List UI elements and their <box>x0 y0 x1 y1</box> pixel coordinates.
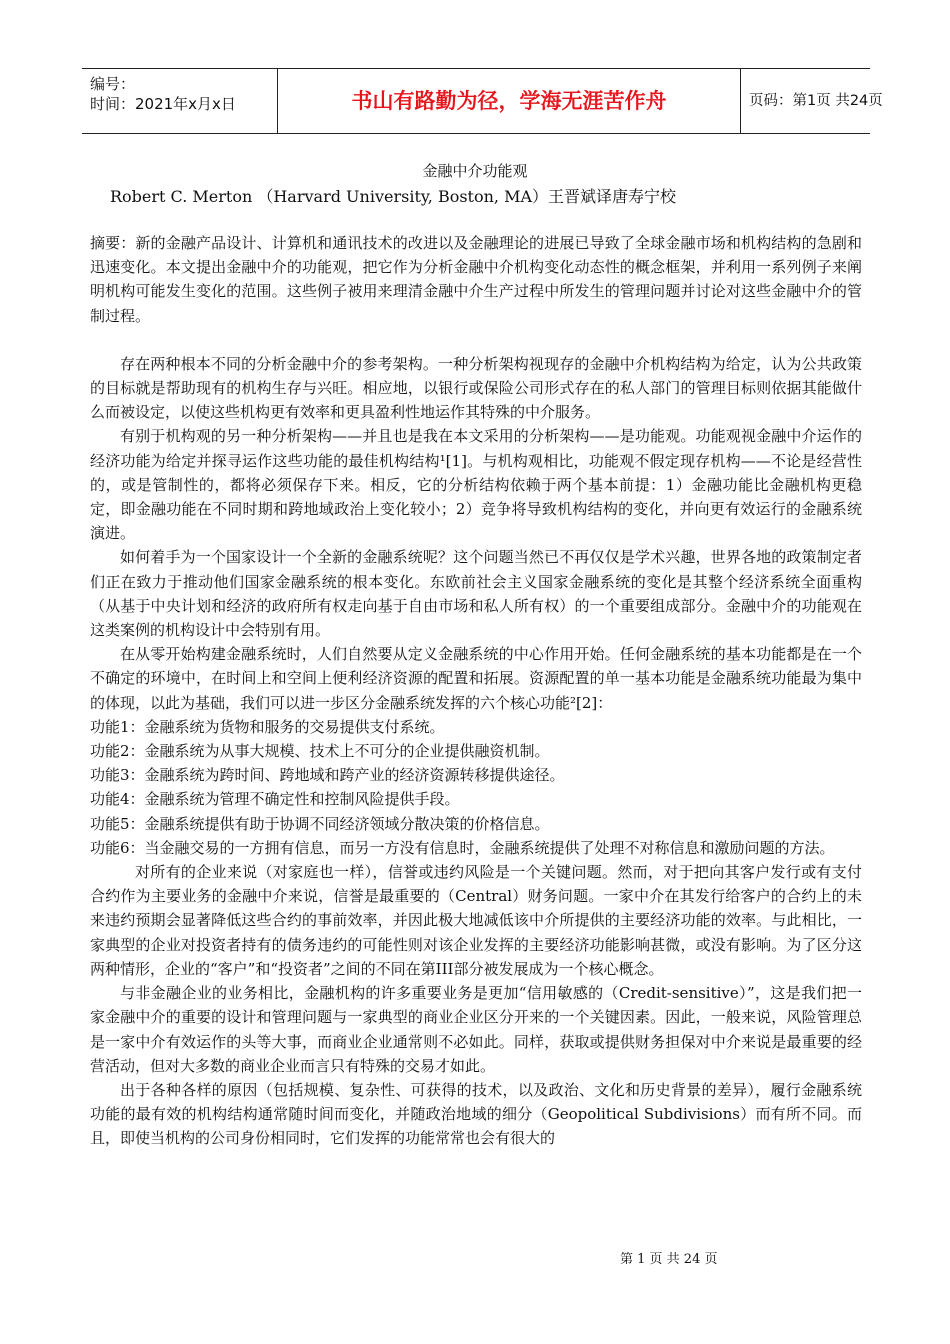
body-paragraph: 如何着手为一个国家设计一个全新的金融系统呢？这个问题当然已不再仅仅是学术兴趣，世界各地的政策制定者们正在致力于推动他们国家金融系统的根本变化。东欧前社会主义国家金融系统的变化是其整个经济系统全面重构（从基于中央计划和经济的政府所有权走向基于自由市场和私人所有权）的一个重要组成部分。金融中介的功能观在这类案例的机构设计中会特别有用。 <box>90 548 862 640</box>
function-item: 功能3：金融系统为跨时间、跨地域和跨产业的经济资源转移提供途径。 <box>90 766 565 785</box>
function-item: 功能4：金融系统为管理不确定性和控制风险提供手段。 <box>90 790 460 809</box>
header-page-info: 页码：第1页 共24页 <box>749 93 883 109</box>
body-paragraph: 在从零开始构建金融系统时，人们自然要从定义金融系统的中心作用开始。任何金融系统的基本功能都是在一个不确定的环境中，在时间上和空间上便利经济资源的配置和拓展。资源配置的单一基本功能是金融系统功能最为集中的体现，以此为基础，我们可以进一步区分金融系统发挥的六个核心功能²[2]： <box>90 645 862 712</box>
document-number-label: 编号： <box>90 75 136 93</box>
header-motto: 书山有路勤为径，学海无涯苦作舟 <box>277 69 741 133</box>
page-footer: 第 1 页 共 24 页 <box>620 1252 718 1267</box>
body-paragraph: 与非金融企业的业务相比，金融机构的许多重要业务是更加“信用敏感的（Credit-sensitive）”，这是我们把一家金融中介的重要的设计和管理问题与一家典型的商业企业区分开来的一个关键因素。因此，一般来说，风险管理总是一家中介有效运作的头等大事，而商业企业通常则不必如此。同样，获取或提供财务担保对中介来说是最重要的经营活动，但对大多数的商业企业而言只有特殊的交易才如此。 <box>90 984 862 1075</box>
function-item: 功能5：金融系统提供有助于协调不同经济领域分散决策的价格信息。 <box>90 814 550 833</box>
body-paragraph: 出于各种各样的原因（包括规模、复杂性、可获得的技术，以及政治、文化和历史背景的差异），履行金融系统功能的最有效的机构结构通常随时间而变化，并随政治地域的细分（Geopolitical Subdivisions）而有所不同。而且，即使当机构的公司身份相同时，它们发挥的功能常常也会有很大的 <box>90 1080 862 1148</box>
document-date: 时间：2021年x月x日 <box>90 95 236 113</box>
page-header <box>82 68 883 134</box>
header-meta <box>82 69 277 133</box>
body-paragraph: 有别于机构观的另一种分析架构——并且也是我在本文采用的分析架构——是功能观。功能观视金融中介运作的经济功能为给定并探寻运作这些功能的最佳机构结构¹[1]。与机构观相比，功能观不假定现存机构——不论是经营性的，或是管制性的，都将必须保存下来。相反，它的分析结构依赖于两个基本前提：1）金融功能比金融机构更稳定，即金融功能在不同时期和跨地域政治上变化较小；2）竞争将导致机构结构的变化，并向更有效运行的金融系统演进。 <box>90 427 862 543</box>
function-item: 功能6：当金融交易的一方拥有信息，而另一方没有信息时，金融系统提供了处理不对称信息和激励问题的方法。 <box>90 838 835 857</box>
document-title: 金融中介功能观 <box>422 162 528 180</box>
function-item: 功能1：金融系统为货物和服务的交易提供支付系统。 <box>90 717 445 736</box>
function-item: 功能2：金融系统为从事大规模、技术上不可分的企业提供融资机制。 <box>90 742 550 761</box>
document-body <box>90 231 862 1151</box>
abstract-paragraph: 摘要：新的金融产品设计、计算机和通讯技术的改进以及金融理论的进展已导致了全球金融市场和机构结构的急剧和迅速变化。本文提出金融中介的功能观，把它作为分析金融中介机构变化动态性的概念框架，并利用一系列例子来阐明机构可能发生变化的范围。这些例子被用来理清金融中介生产过程中所发生的管理问题并讨论对这些金融中介的管制过程。 <box>90 234 862 325</box>
paragraph-spacer <box>90 328 862 352</box>
body-paragraph: 对所有的企业来说（对家庭也一样），信誉或违约风险是一个关键问题。然而，对于把向其客户发行或有支付合约作为主要业务的金融中介来说，信誉是最重要的（Central）财务问题。一家中介在其发行给客户的合约上的未来违约预期会显著降低这些合约的事前效率，并因此极大地减低该中介所提供的主要经济功能的效率。与此相比，一家典型的企业对投资者持有的债务违约的可能性则对该企业发挥的主要经济功能影响甚微，或没有影响。为了区分这两种情形，企业的“客户”和“投资者”之间的不同在第III部分被发展成为一个核心概念。 <box>90 863 862 978</box>
body-paragraph: 存在两种根本不同的分析金融中介的参考架构。一种分析架构视现存的金融中介机构结构为给定，认为公共政策的目标就是帮助现有的机构生存与兴旺。相应地，以银行或保险公司形式存在的私人部门的管理目标则依据其能做什么而被设定，以使这些机构更有效率和更具盈利性地运作其特殊的中介服务。 <box>90 354 862 422</box>
author-line: Robert C. Merton （Harvard University, Boston, MA）王晋斌译唐寿宁校 <box>110 187 677 206</box>
